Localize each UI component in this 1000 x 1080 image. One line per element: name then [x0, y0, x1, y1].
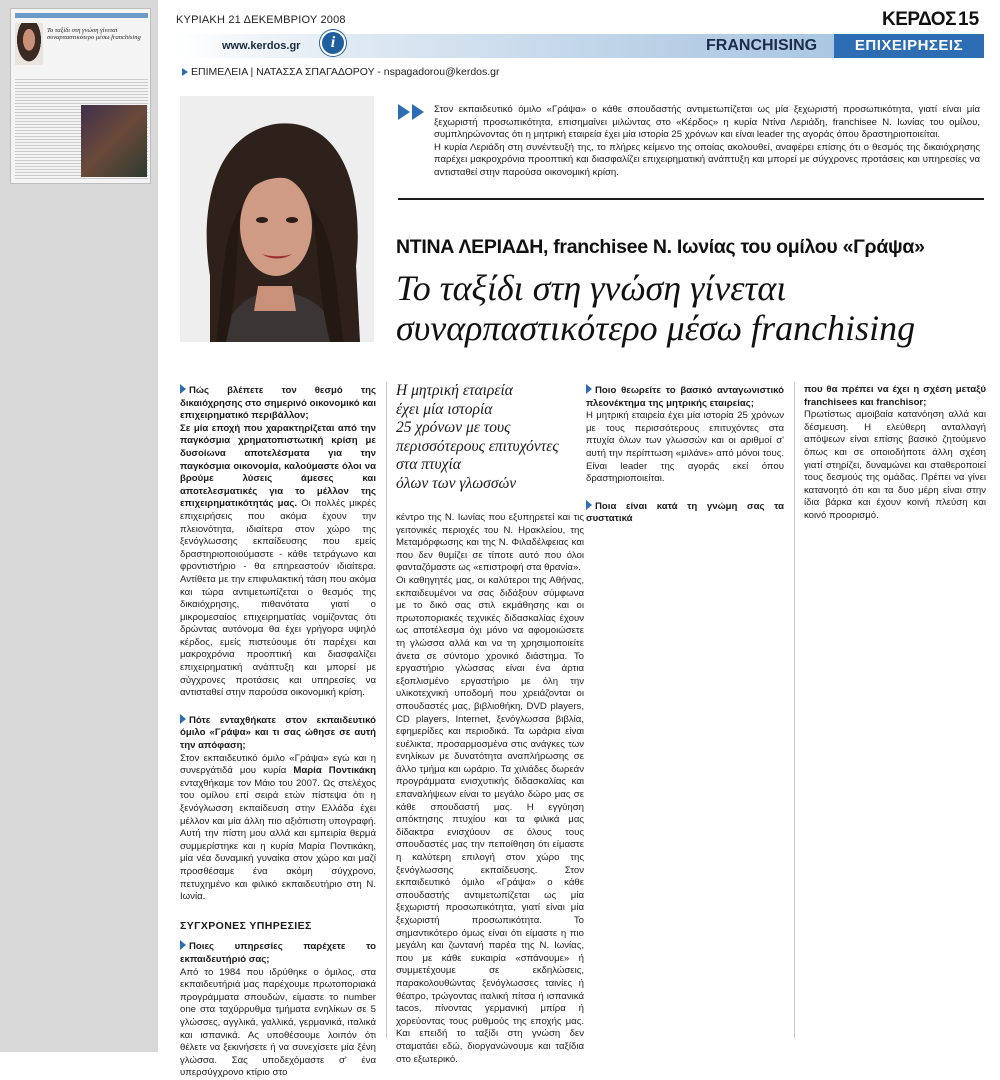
thumbnail-portrait [15, 23, 43, 65]
article-title-line: Το ταξίδι στη γνώση γίνεται [396, 268, 787, 308]
question-continued: που θα πρέπει να έχει η σχέση μεταξύ franchisees και franchisor; [804, 384, 986, 408]
issue-date: ΚΥΡΙΑΚΗ 21 ΔΕΚΕΜΒΡΙΟΥ 2008 [176, 14, 346, 26]
question-text: Πότε ενταχθήκατε στον εκπαιδευτικό όμιλο «Γράψα» και τι σας ώθησε σε αυτή την απόφαση; [180, 714, 376, 752]
triangle-bullet-icon [180, 714, 186, 724]
question [586, 384, 784, 410]
divider [398, 198, 984, 200]
answer [180, 423, 376, 700]
masthead: ΚΕΡΔΟΣ [882, 9, 956, 30]
triangle-bullet-icon [182, 68, 188, 76]
article-title-line: συναρπαστικότερο μέσω franchising [396, 308, 916, 348]
portrait-drawing [180, 96, 374, 342]
page-thumbnail[interactable] [10, 8, 151, 184]
intro-text [434, 104, 980, 180]
intro-paragraph: Στον εκπαιδευτικό όμιλο «Γράψα» ο κάθε σπουδαστής αντιμετωπίζεται ως μία ξεχωριστή προσωπικότητα, γιατί είναι μία ξεχωριστή προσωπικότητα, επισημαίνει μιλώντας στο «Κέρδος» η κυρία Ντίνα Λεριάδη, franchisee Ν. Ιωνίας του ομίλου, συμπληρώνοντας ότι η μητρική εταιρεία έχει μία ιστορία 25 χρόνων και είναι leader της αγοράς όπου δραστηριοποιείται. [434, 104, 980, 141]
intro-paragraph: Η κυρία Λεριάδη στη συνέντευξή της, το πλήρες κείμενο της οποίας ακολουθεί, αναφέρει επίσης ότι ο θεσμός της δικαιόχρησης παρέχει μακροχρόνια προοπτική και διασφαλίζει επιχειρηματική ανάπτυξη και μπορεί με σύγχρονες προτάσεις και υπηρεσίες να αντισταθεί στην παρούσα οικονομική κρίση. [434, 141, 980, 178]
answer: Η μητρική εταιρεία έχει μία ιστορία 25 χρόνων με τους περισσότερους επιτυχόντες στα πτυχία όλων των γλωσσών και οι αριθμοί σ' αυτή την περίπτωση «μιλάνε» από μόνοι τους. Είναι leader της αγοράς εκεί όπου δραστηριοποιείται. [586, 410, 784, 485]
pull-quote-line: Η μητρική εταιρεία [396, 382, 513, 399]
pull-quote-line: όλων των γλωσσών [396, 474, 517, 492]
thumbnail-header-bar [15, 13, 148, 18]
answer: κέντρο της Ν. Ιωνίας που εξυπηρετεί και τις γειτονικές περιοχές του Ν. Ηρακλείου, της Μεταμόρφωσης και της Ν. Φιλαδέλφειας και που δεν θυμίζει σε τίποτε αυτό που όλοι φανταζόμαστε ως «επιστροφή στα θρανία». [396, 512, 584, 574]
answer-text: Οι πολλές μικρές επιχειρήσεις που ακόμα έχουν την πλειονότητα, ιδιαίτερα στον χώρο της ξενόγλωσσης εκπαίδευσης που εμείς δραστηριοποιούμαστε - κάθε τετράγωνο και φροντιστήριο - θα επηρεαστούν ιδιαίτερα. Αντίθετα με την επιφυλακτική τάση που ακόμα και τώρα αντιμετωπίζεται ο θεσμός της δικαιόχρησης, πιθανότατα γιατί ο μικρομεσαίος επιχειρηματίας νομίζοντας ότι δρώντας αυτόνομα θα έχει γρήγορα υψηλό κέρδος, εμείς πιστεύουμε ότι παρέχει και μακροχρόνια προοπτική και διασφαλίζει επιχειρηματική ανάπτυξη και μπορεί με σύγχρονες προτάσεις και υπηρεσίες να αντισταθεί στην παρούσα οικονομική κρίση. [180, 498, 376, 699]
answer-text: ενταχθήκαμε τον Μάιο του 2007. Ως στελέχος του ομίλου επί σειρά ετών πίστεψα ότι η ξενόγλωσση εκπαίδευση στην Ελλάδα έχει μέλλον και μία άλλη πιο αξιόπιστη υπογραφή. Αυτή την πίστη μου αλλά και εμπειρία θερμά συμμερίστηκε και η κυρία Μαρία Ποντικάκη, μία νέα δυναμική γυναίκα στον χώρο και μαζί προσθέσαμε ένα ακόμη σύγχρονο, πετυχημένο και φιλικό εκπαιδευτήριο στη Ν. Ιωνία. [180, 777, 376, 903]
question [586, 500, 784, 526]
left-margin [0, 0, 158, 1052]
spacer [586, 486, 784, 498]
info-icon: i [320, 30, 346, 56]
answer-bold-text: Σε μία εποχή που χαρακτηρίζεται από την παγκόσμια χρηματοπιστωτική κρίση με δυσοίωνα αποτελέσματα για την παγκόσμια οικονομία, καλούμαστε όλοι να βρούμε λύσεις άμεσες και αποτελεσματικές για το μέλλον της επιχειρηματικότητάς μας. [180, 422, 376, 510]
section-label-franchising: FRANCHISING [706, 37, 818, 54]
answer [180, 753, 376, 904]
pull-quote [396, 382, 584, 494]
question [180, 714, 376, 753]
answer: Από το 1984 που ιδρύθηκε ο όμιλος, στα εκπαιδευτήριά μας παρέχουμε πρωτοποριακά προγράμματα σπουδών, είμαστε το number one στα ταχύρρυθμα τμήματα ενηλίκων σε 5 γλώσσες, αγγλικά, γαλλικά, γερμανικά, ιταλικά και ισπανικά. Ας υποθέσουμε λοιπόν ότι θέλετε να ξεκινήσετε ή να συνεχίσετε μία ξένη γλώσσα. Σας υποδεχόμαστε σ' ένα υπερσύγχρονο κτίριο στο [180, 966, 376, 1079]
triangle-bullet-icon [180, 384, 186, 394]
question [180, 384, 376, 423]
triangle-bullet-icon [586, 500, 592, 510]
article-column-3 [586, 382, 784, 526]
section-label-business: ΕΠΙΧΕΙΡΗΣΕΙΣ [834, 34, 984, 58]
article-column-1 [180, 382, 376, 1080]
website-link[interactable]: www.kerdos.gr [222, 40, 301, 52]
spacer [180, 904, 376, 916]
question [180, 940, 376, 966]
byline [182, 66, 500, 78]
answer-text: Στον εκπαιδευτικό όμιλο «Γράψα» εγώ και η συνεργάτιδά μου κυρία [180, 752, 376, 777]
pull-quote-line: στα πτυχία [396, 456, 461, 474]
triangle-bullet-icon [180, 940, 186, 950]
pull-quote-line: 25 χρόνων με τους [396, 419, 511, 437]
column-divider [386, 382, 387, 1038]
byline-text: ΕΠΙΜΕΛΕΙΑ | ΝΑΤΑΣΣΑ ΣΠΑΓΑΔΟΡΟΥ - nspagadorou@kerdos.gr [191, 66, 500, 78]
question-text: Πώς βλέπετε τον θεσμό της δικαιόχρησης στο σημερινό οικονομικό και επιχειρηματικό περιβάλλον; [180, 385, 376, 422]
column-divider [794, 382, 795, 1038]
answer: Οι καθηγητές μας, οι καλύτεροι της Αθήνας, εκπαιδευμένοι να σας διδάξουν σύμφωνα με το δικό σας στιλ εκμάθησης και οι πρωτοποριακές τεχνικές διδασκαλίας έχουν ως αποτέλεσμα όχι μόνο να αφομοιώσετε τη γλώσσα αλλά και να τη χρησιμοποιείτε άνετα σε σύντομο χρονικό διάστημα. Το εργαστήριο γλώσσας είναι ένα άρτια εξοπλισμένο εργαστήριο με όλη την υλικοτεχνική υποδομή που χρειάζονται οι σπουδαστές μας, βιβλιοθήκη, DVD players, CD players, Internet, ξενόγλωσσα βιβλία, εφημερίδες και περιοδικά. Τα ωράρια είναι ευέλικτα, προσαρμοσμένα στις ανάγκες των ενηλίκων με δυνατότητα αναπλήρωσης σε άλλο τμήμα και ωράριο. Τα χιλιάδες δωρεάν προγράμματα ενισχυτικής διδασκαλίας και επαναλήψεων είναι το μεγάλο δώρο μας σε κάθε σπουδαστή μας. Η εγγύηση απόκτησης πτυχίου και τα φιλικά μας δίδακτρα ενισχύουν σε όλους τους σπουδαστές μας την πεποίθηση ότι είμαστε η καλύτερη επιλογή στον χώρο της ξενόγλωσσης εκπαίδευσης. Στον εκπαιδευτικό όμιλο «Γράψα» ο κάθε σπουδαστής αντιμετωπίζεται ως μία ξεχωριστή προσωπικότητα, γιατί είναι μία ξεχωριστή προσωπικότητα. Το σημαντικότερο όμως είναι ότι είμαστε η πιο μεγάλη και ζωντανή παρέα της Ν. Ιωνίας, που με κάθε ευκαιρία «σπάνουμε» ή συμμετέχουμε σε εκδηλώσεις, παρακολουθώντας ξενόγλωσσες ταινίες ή θέατρο, τρώγοντας ιταλική πίτσα ή ισπανικά tacos, πίνοντας γερμανική μπίρα ή χορεύοντας τους ρυθμούς της εποχής μας. Και επειδή το ταξίδι στη γνώση δεν σταματάει εδώ, διοργανώνουμε και ταξίδια στο εξωτερικό. [396, 574, 584, 1065]
answer: Πρωτίστως αμοιβαία κατανόηση αλλά και δέσμευση. Η ελεύθερη ανταλλαγή απόψεων είναι επίσης βασικό ζητούμενο όπως και σε οποιοδήποτε άλλη σχέση γιατί στηρίζει, δυναμώνει και σταθεροποιεί τους δεσμούς της ομάδας. Πρέπει να γίνει κατανοητό ότι και τα δυο μέρη είναι στην ίδια βάρκα και έχουν κοινή πλεύση και κοινό προορισμό. [804, 409, 986, 521]
interviewee-kicker: ΝΤΙΝΑ ΛΕΡΙΑΔΗ, franchisee Ν. Ιωνίας του ομίλου «Γράψα» [396, 236, 925, 258]
spacer [180, 700, 376, 712]
page-number: 15 [958, 9, 980, 30]
question-text: Ποιο θεωρείτε το βασικό ανταγωνιστικό πλεονέκτημα της μητρικής εταιρείας; [586, 385, 784, 409]
triangle-bullet-icon [586, 384, 592, 394]
pull-quote-line: περισσότερους επιτυχόντες [396, 437, 559, 455]
newspaper-page [158, 0, 1000, 1079]
article-column-2 [396, 512, 584, 1066]
person-name: Μαρία Ποντικάκη [293, 765, 377, 777]
pull-quote-line: έχει μία ιστορία [396, 400, 493, 418]
article-column-4 [804, 382, 986, 523]
subheading: ΣΥΓΧΡΟΝΕΣ ΥΠΗΡΕΣΙΕΣ [180, 919, 312, 932]
thumbnail-title: Το ταξίδι στη γνώση γίνεται συναρπαστικότερο μέσω franchising [47, 27, 141, 41]
question-text: Ποια είναι κατά τη γνώμη σας τα συστατικά [586, 500, 784, 525]
thumbnail-photo [81, 105, 147, 177]
article-title [396, 268, 986, 348]
double-arrow-icon [398, 104, 428, 120]
portrait-photo [180, 96, 374, 342]
question-text: Ποιες υπηρεσίες παρέχετε το εκπαιδευτήριό σας; [180, 941, 376, 965]
